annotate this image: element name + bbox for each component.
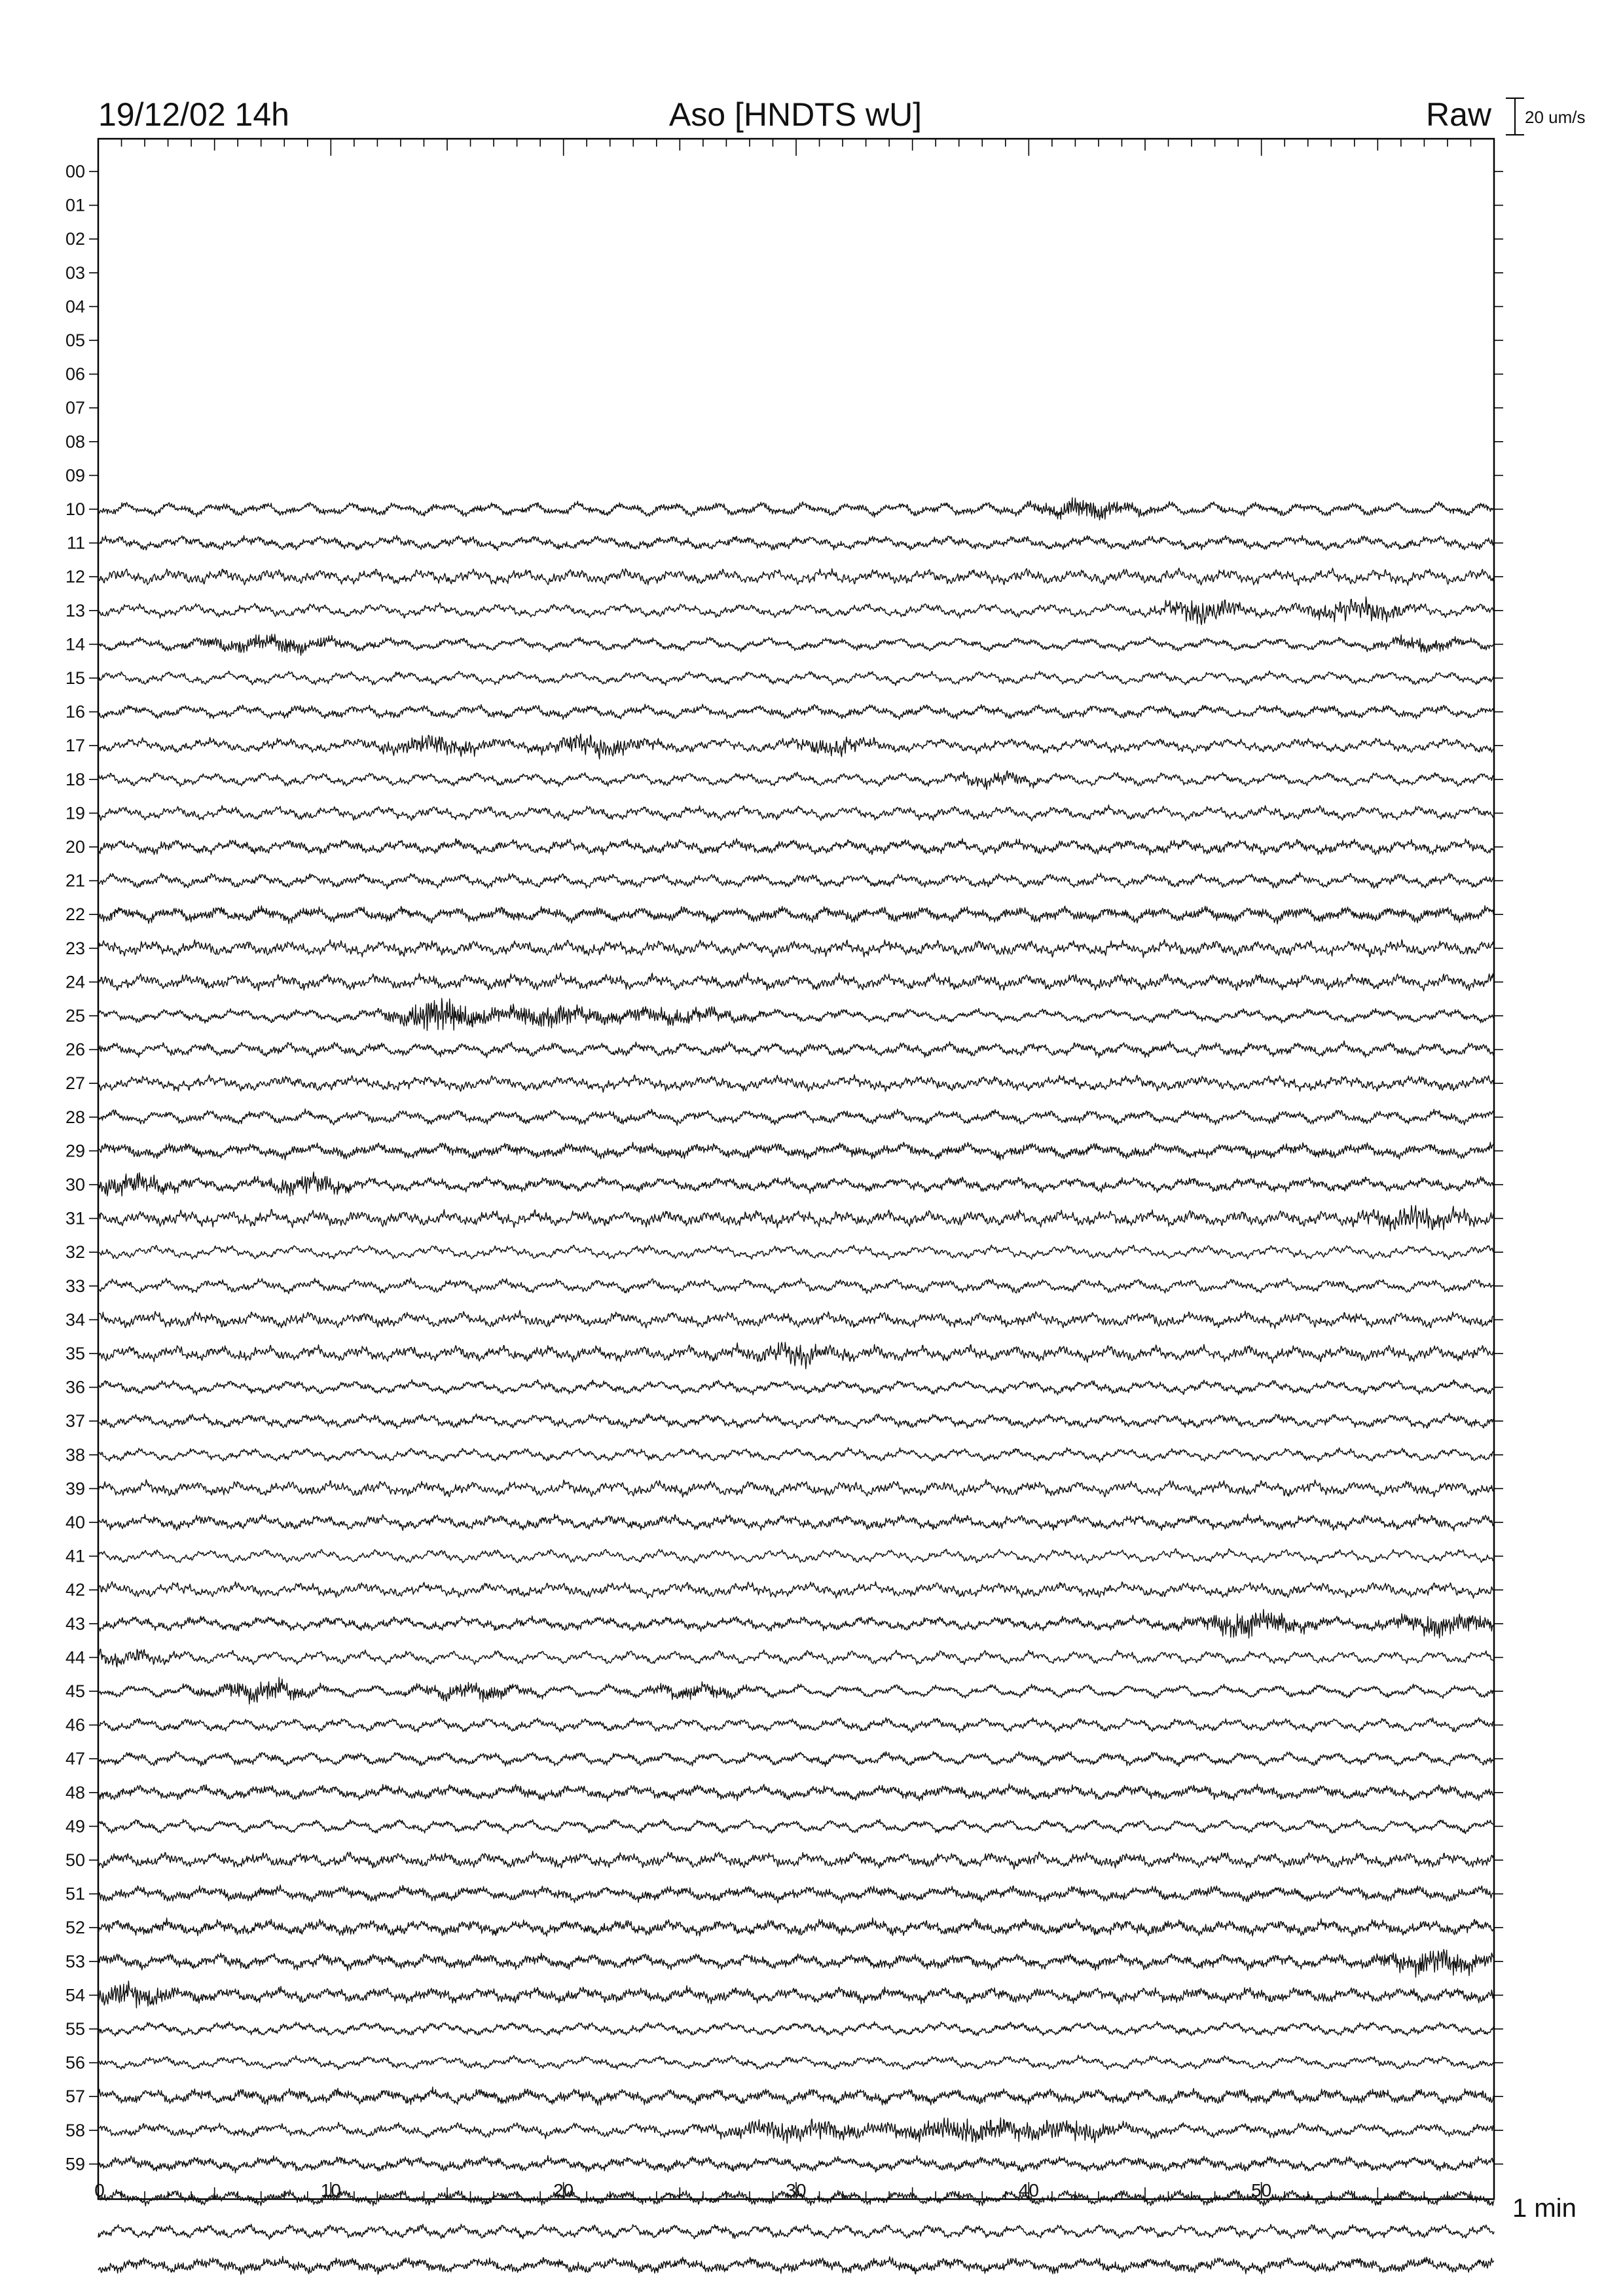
trace-row-18 [98, 771, 1494, 790]
trace-row-22 [98, 906, 1494, 924]
row-label-32: 32 [65, 1242, 85, 1263]
trace-row-12 [98, 568, 1494, 585]
row-label-55: 55 [65, 2019, 85, 2039]
row-label-47: 47 [65, 1749, 85, 1769]
row-label-08: 08 [65, 431, 85, 452]
trace-row-19 [98, 805, 1494, 821]
row-label-56: 56 [65, 2053, 85, 2073]
frame-ticks [89, 139, 1503, 2199]
trace-row-59 [98, 2156, 1494, 2174]
plot-frame [98, 139, 1494, 2199]
trace-row-13 [98, 597, 1494, 625]
trace-row-49 [98, 1820, 1494, 1834]
row-label-02: 02 [65, 229, 85, 249]
row-label-23: 23 [65, 938, 85, 958]
trace-row-11 [98, 535, 1494, 550]
row-label-22: 22 [65, 905, 85, 925]
row-label-13: 13 [65, 600, 85, 620]
row-label-59: 59 [65, 2154, 85, 2174]
row-label-09: 09 [65, 465, 85, 486]
x-tick-30: 30 [786, 2180, 807, 2200]
trace-row-10 [98, 497, 1494, 520]
header-station-title: Aso [HNDTS wU] [668, 96, 922, 133]
row-label-39: 39 [65, 1479, 85, 1499]
row-label-50: 50 [65, 1850, 85, 1870]
row-label-29: 29 [65, 1141, 85, 1161]
row-label-06: 06 [65, 364, 85, 384]
trace-row-48 [98, 1784, 1494, 1802]
row-label-07: 07 [65, 398, 85, 418]
row-label-44: 44 [65, 1647, 85, 1668]
trace-row-45 [98, 1677, 1494, 1704]
amplitude-scale-bar [1506, 98, 1524, 135]
trace-row-36 [98, 1380, 1494, 1395]
row-label-51: 51 [65, 1884, 85, 1904]
row-label-24: 24 [65, 972, 85, 992]
row-label-31: 31 [65, 1208, 85, 1229]
trace-row-55 [98, 2021, 1494, 2036]
row-label-21: 21 [65, 870, 85, 891]
trace-row-29 [98, 1142, 1494, 1160]
row-label-05: 05 [65, 331, 85, 350]
row-label-30: 30 [65, 1175, 85, 1194]
row-label-53: 53 [65, 1951, 85, 1971]
trace-row-41 [98, 1549, 1494, 1564]
trace-row-61 [98, 2224, 1494, 2239]
trace-row-16 [98, 704, 1494, 720]
row-label-48: 48 [65, 1782, 85, 1803]
trace-row-26 [98, 1041, 1494, 1058]
row-label-26: 26 [65, 1039, 85, 1060]
trace-row-30 [98, 1172, 1494, 1196]
row-label-34: 34 [65, 1310, 85, 1330]
row-label-43: 43 [65, 1613, 85, 1634]
trace-row-50 [98, 1851, 1494, 1869]
row-label-10: 10 [65, 499, 85, 519]
header-mode: Raw [1425, 96, 1491, 133]
trace-row-40 [98, 1514, 1494, 1531]
trace-row-43 [98, 1609, 1494, 1638]
row-label-57: 57 [65, 2087, 85, 2107]
row-label-25: 25 [65, 1006, 85, 1026]
x-tick-20: 20 [553, 2180, 574, 2200]
row-label-49: 49 [65, 1816, 85, 1837]
trace-row-44 [98, 1649, 1494, 1667]
row-label-42: 42 [65, 1580, 85, 1600]
trace-row-57 [98, 2087, 1494, 2106]
trace-row-47 [98, 1751, 1494, 1767]
row-label-41: 41 [65, 1546, 85, 1566]
trace-row-35 [98, 1342, 1494, 1369]
trace-row-42 [98, 1582, 1494, 1599]
trace-row-58 [98, 2118, 1494, 2144]
header-datetime: 19/12/02 14h [98, 96, 289, 133]
trace-row-14 [98, 634, 1494, 655]
trace-row-25 [98, 998, 1494, 1030]
x-tick-40: 40 [1018, 2180, 1039, 2200]
row-label-46: 46 [65, 1715, 85, 1735]
row-label-45: 45 [65, 1681, 85, 1701]
trace-row-24 [98, 973, 1494, 991]
trace-row-33 [98, 1278, 1494, 1294]
row-label-18: 18 [65, 769, 85, 789]
row-labels [65, 162, 85, 2174]
row-label-14: 14 [65, 634, 85, 655]
row-label-17: 17 [65, 736, 85, 756]
trace-row-52 [98, 1918, 1494, 1936]
x-tick-10: 10 [320, 2180, 341, 2200]
trace-row-62 [98, 2256, 1494, 2274]
trace-row-20 [98, 838, 1494, 855]
trace-row-46 [98, 1717, 1494, 1732]
trace-row-17 [98, 734, 1494, 759]
row-label-58: 58 [65, 2120, 85, 2140]
trace-row-37 [98, 1413, 1494, 1429]
row-label-54: 54 [65, 1985, 85, 2005]
trace-row-23 [98, 940, 1494, 958]
row-label-11: 11 [66, 533, 85, 553]
row-label-04: 04 [65, 296, 85, 317]
trace-row-39 [98, 1479, 1494, 1497]
trace-row-28 [98, 1109, 1494, 1125]
x-tick-labels [94, 2180, 1271, 2200]
row-label-28: 28 [65, 1107, 85, 1127]
trace-row-31 [98, 1206, 1494, 1231]
row-label-37: 37 [65, 1411, 85, 1431]
trace-row-38 [98, 1448, 1494, 1462]
trace-row-15 [98, 671, 1494, 686]
seismic-traces [98, 497, 1494, 2274]
x-tick-50: 50 [1251, 2180, 1272, 2200]
x-unit-label: 1 min [1512, 2194, 1577, 2223]
row-label-36: 36 [65, 1377, 85, 1397]
row-label-40: 40 [65, 1513, 85, 1532]
trace-row-27 [98, 1075, 1494, 1092]
row-label-19: 19 [65, 803, 85, 823]
trace-row-53 [98, 1950, 1494, 1977]
trace-row-51 [98, 1885, 1494, 1903]
x-tick-0: 0 [94, 2180, 105, 2200]
row-label-12: 12 [65, 567, 85, 587]
row-label-03: 03 [65, 262, 85, 283]
row-label-15: 15 [65, 668, 85, 688]
row-label-16: 16 [65, 702, 85, 722]
row-label-35: 35 [65, 1344, 85, 1363]
trace-row-21 [98, 872, 1494, 889]
trace-row-34 [98, 1310, 1494, 1329]
row-label-01: 01 [65, 195, 85, 215]
row-label-38: 38 [65, 1444, 85, 1465]
row-label-00: 00 [65, 162, 85, 181]
row-label-27: 27 [65, 1073, 85, 1094]
row-label-20: 20 [65, 837, 85, 857]
scale-value-label: 20 um/s [1525, 107, 1586, 127]
trace-row-54 [98, 1981, 1494, 2008]
row-label-33: 33 [65, 1276, 85, 1296]
row-label-52: 52 [65, 1918, 85, 1938]
trace-row-56 [98, 2055, 1494, 2070]
trace-row-32 [98, 1245, 1494, 1259]
